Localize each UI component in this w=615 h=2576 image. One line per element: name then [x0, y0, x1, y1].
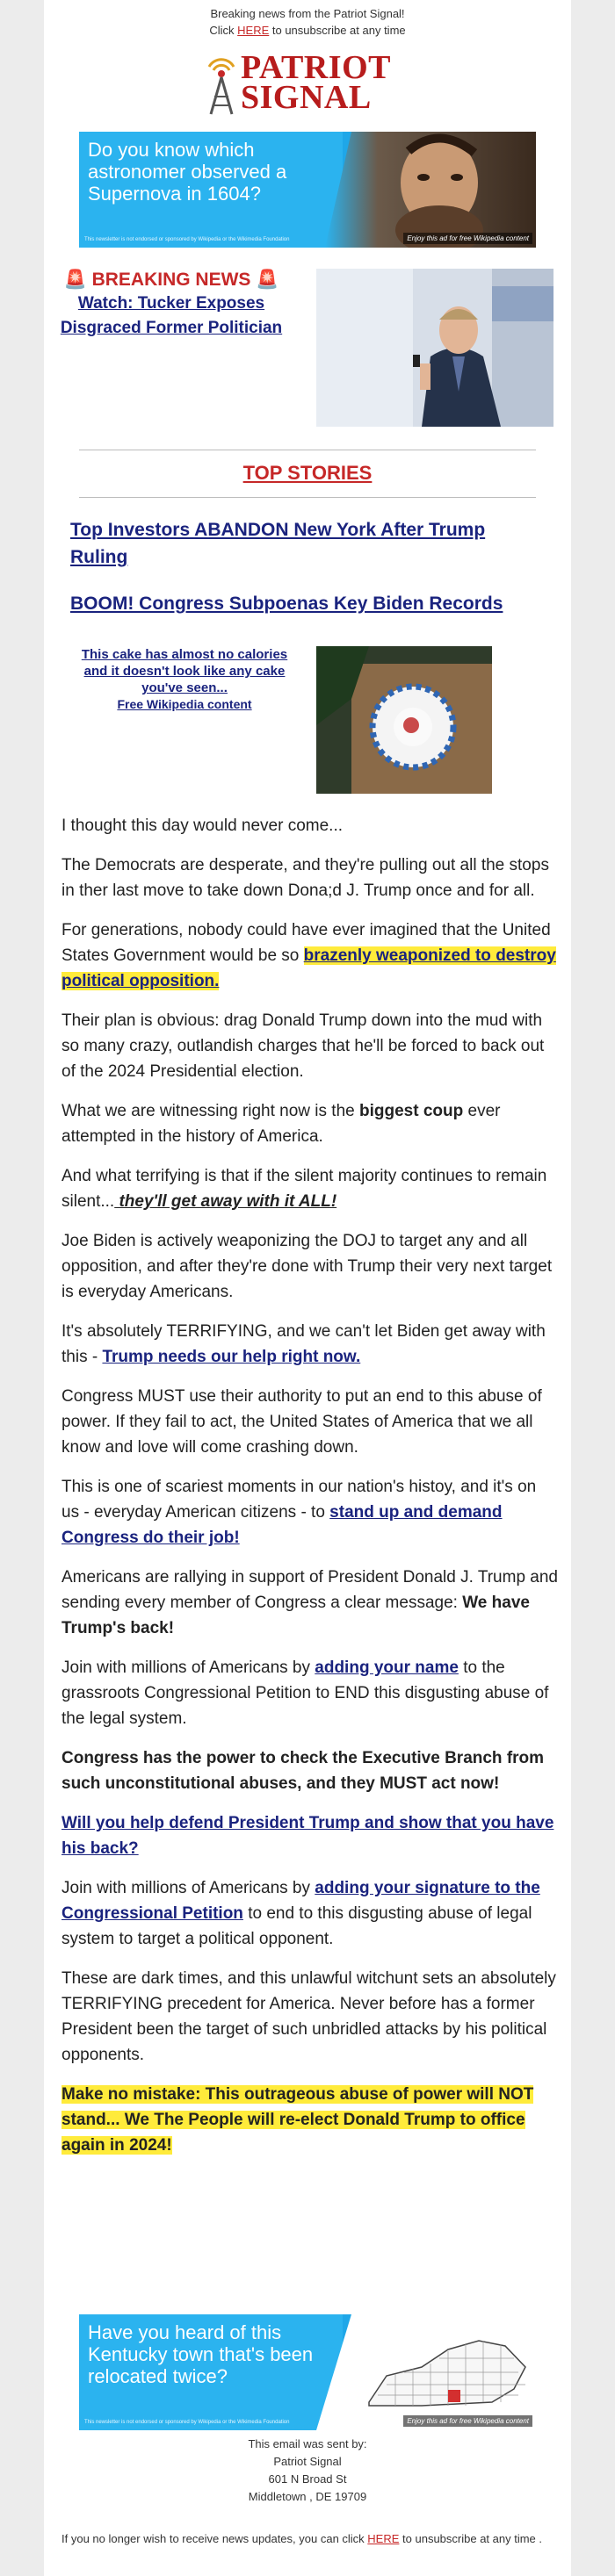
header-line-2: Click HERE to unsubscribe at any time	[209, 24, 406, 37]
logo-line-1: PATRIOT	[241, 49, 391, 86]
trump-needs-help-link[interactable]: Trump needs our help right now.	[102, 1348, 361, 1366]
patriot-signal-logo[interactable]	[202, 49, 413, 118]
article-paragraph: Joe Biden is actively weaponizing the DOJ to target any and all opposition, and after they're done with Trump their very next target is everyday Americans.	[62, 1232, 553, 1301]
article-paragraph: I thought this day would never come...	[62, 817, 344, 835]
cake-promo-sub: Free Wikipedia content	[117, 697, 252, 711]
article-paragraph: Join with millions of Americans by adding your name to the grassroots Congressional Petition to END this disgusting abuse of the legal system.	[62, 1659, 549, 1728]
cake-photo[interactable]	[316, 646, 492, 794]
header-unsubscribe-link[interactable]: HERE	[237, 24, 270, 37]
get-away-link[interactable]: they'll get away with it ALL!	[114, 1192, 337, 1211]
astronomer-portrait-image	[325, 132, 536, 248]
article-paragraph: These are dark times, and this unlawful witchunt sets an absolutely TERRIFYING precedent for America. Never before has a former President been the target of such unbridled attacks by his political opponents.	[62, 1969, 556, 2064]
footer-address: 601 N Broad St	[268, 2472, 347, 2486]
article-paragraph: It's absolutely TERRIFYING, and we can't let Biden get away with this - Trump needs our help right now.	[62, 1322, 546, 1366]
top-story-link[interactable]: BOOM! Congress Subpoenas Key Biden Records	[70, 594, 503, 614]
article-paragraph: And what terrifying is that if the silent majority continues to remain silent... they'll get away with it ALL!	[62, 1167, 547, 1211]
article-paragraph: Congress MUST use their authority to put an end to this abuse of power. If they fail to act, the United States of America that we all know and love will come crashing down.	[62, 1387, 542, 1457]
breaking-news-title: 🚨 BREAKING NEWS 🚨	[63, 270, 279, 290]
ad-headline: Do you know which astronomer observed a Supernova in 1604?	[88, 139, 287, 205]
article-paragraph: For generations, nobody could have ever imagined that the United States Government would be so brazenly weaponized to destroy political opposition.	[62, 921, 556, 990]
breaking-news-link[interactable]: Watch: Tucker Exposes Disgraced Former Politician	[60, 294, 283, 337]
add-name-link[interactable]: adding your name	[315, 1659, 459, 1677]
footer-sent-by: This email was sent by:	[248, 2437, 367, 2450]
footer-city: Middletown , DE 19709	[248, 2490, 367, 2503]
article-paragraph: Americans are rallying in support of President Donald J. Trump and sending every member of Congress a clear message: We have Trump's back!	[62, 1568, 558, 1637]
article-body	[62, 813, 558, 2172]
cake-promo-link[interactable]	[79, 646, 290, 713]
ad-tag: Enjoy this ad for free Wikipedia content	[403, 2415, 532, 2427]
kentucky-map-image	[316, 2314, 536, 2430]
footer	[44, 2436, 571, 2506]
footer-org: Patriot Signal	[273, 2455, 342, 2468]
article-paragraph: Their plan is obvious: drag Donald Trump down into the mud with so many crazy, outlandish charges that he'll be forced to back out of the 2024 Presidential election.	[62, 1011, 545, 1081]
article-paragraph: Congress has the power to check the Executive Branch from such unconstitutional abuses, and they MUST act now!	[62, 1749, 545, 1793]
logo-line-2: SIGNAL	[241, 79, 372, 116]
ad-disclaimer: This newsletter is not endorsed or sponsored by Wikipedia or the Wikimedia Foundation	[84, 237, 290, 242]
email-container	[44, 0, 571, 2576]
footer-unsubscribe-link[interactable]: HERE	[367, 2532, 400, 2545]
unsubscribe-note: If you no longer wish to receive news updates, you can click HERE to unsubscribe at any time .	[62, 2532, 543, 2545]
ad-banner-kentucky[interactable]	[79, 2314, 536, 2430]
breaking-news-block	[44, 269, 299, 341]
cake-promo-text: This cake has almost no calories and it doesn't look like any cake you've seen...	[81, 647, 288, 695]
article-paragraph: This is one of scariest moments in our nation's histoy, and it's on us - everyday American citizens - to stand up and demand Congress do their job!	[62, 1478, 537, 1547]
article-paragraph: Make no mistake: This outrageous abuse of power will NOT stand... We The People will re-elect Donald Trump to office again in 2024!	[62, 2085, 534, 2155]
add-signature-link[interactable]: adding your signature to the Congressional Petition	[62, 1879, 540, 1923]
demand-congress-link[interactable]: stand up and demand Congress do their job!	[62, 1503, 503, 1547]
top-stories-title: TOP STORIES	[242, 462, 373, 484]
article-paragraph	[62, 1810, 558, 1861]
top-story-link[interactable]: Top Investors ABANDON New York After Trump Ruling	[70, 520, 486, 567]
tucker-photo[interactable]	[316, 269, 554, 427]
ad-banner-astronomer[interactable]	[79, 132, 536, 248]
article-paragraph: What we are witnessing right now is the biggest coup ever attempted in the history of America.	[62, 1102, 501, 1146]
article-paragraph: Join with millions of Americans by adding your signature to the Congressional Petition to end to this disgusting abuse of legal system to target a political opponent.	[62, 1879, 540, 1948]
article-paragraph: The Democrats are desperate, and they're pulling out all the stops in ther last move to take down Dona;d J. Trump once and for all.	[62, 856, 549, 900]
radio-tower-icon	[202, 51, 241, 116]
ad-headline: Have you heard of this Kentucky town that's been relocated twice?	[88, 2321, 314, 2387]
header-line-1: Breaking news from the Patriot Signal!	[210, 7, 405, 20]
ad-tag: Enjoy this ad for free Wikipedia content	[403, 233, 532, 244]
weaponized-link[interactable]: brazenly weaponized to destroy political opposition.	[62, 946, 556, 990]
divider	[79, 497, 536, 498]
header-note	[44, 5, 571, 39]
ad-disclaimer: This newsletter is not endorsed or sponsored by Wikipedia or the Wikimedia Foundation	[84, 2420, 290, 2425]
defend-trump-link[interactable]: Will you help defend President Trump and show that you have his back?	[62, 1814, 554, 1858]
